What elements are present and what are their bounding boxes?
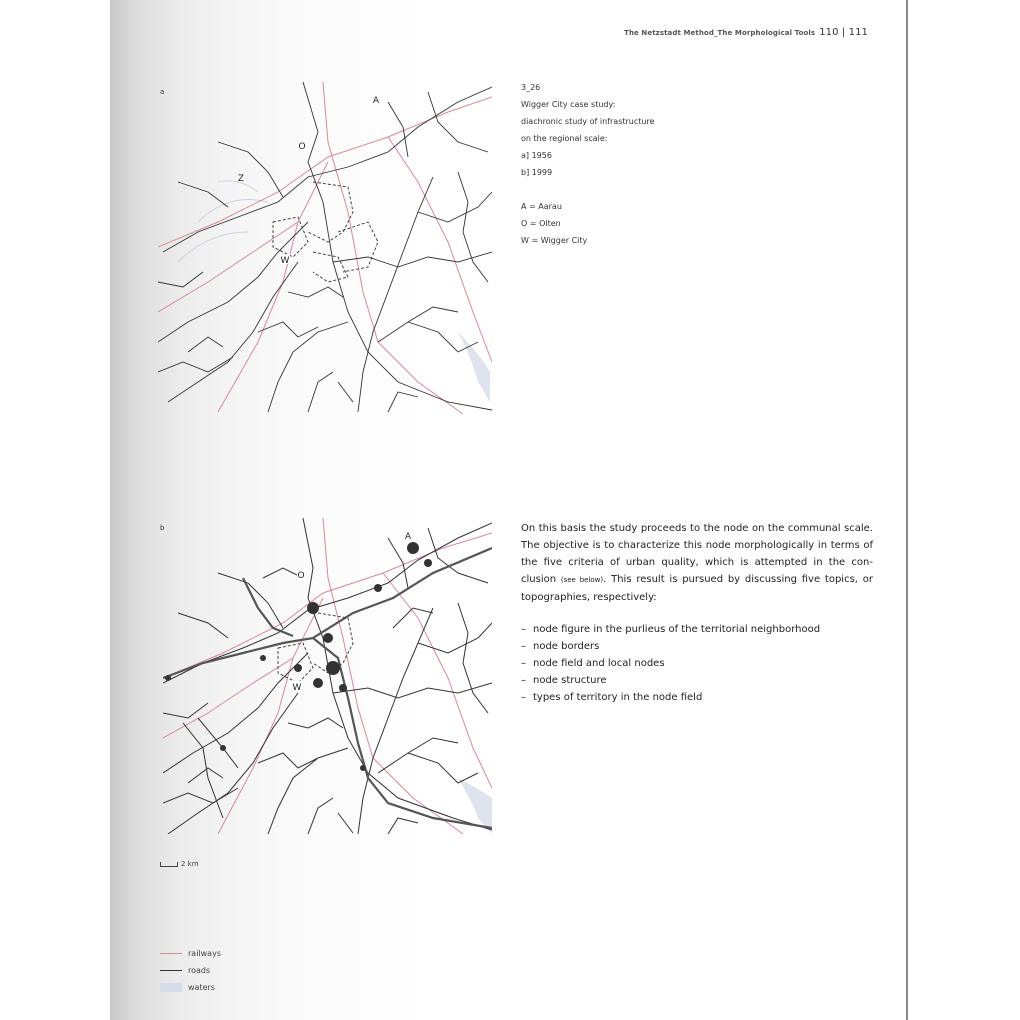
paragraph-part-b: . This result is pursued by discussing five topics, or topographies, respectively: bbox=[521, 574, 873, 603]
railway-swatch-icon bbox=[160, 953, 182, 954]
caption-key-item: O = Olten bbox=[521, 219, 561, 228]
map-legend bbox=[160, 945, 221, 996]
figure-id: 3_26 bbox=[521, 83, 541, 92]
caption-line: diachronic study of infrastructure bbox=[521, 117, 655, 126]
municipal-boundary bbox=[273, 182, 378, 282]
legend-label: railways bbox=[188, 949, 221, 958]
header-title: The Netzstadt Method_ bbox=[624, 29, 718, 37]
list-item: – node figure in the purlieus of the territorial neighborhood bbox=[521, 621, 820, 638]
map-b-panel-label: b bbox=[160, 524, 165, 532]
map-b-label-wigger: W bbox=[292, 683, 302, 693]
railway-lines bbox=[158, 82, 492, 414]
map-a-label-aarau: A bbox=[372, 96, 380, 106]
figure-caption bbox=[521, 79, 655, 249]
map-a-1956 bbox=[158, 82, 492, 414]
caption-line: Wigger City case study: bbox=[521, 100, 616, 109]
map-b-1999 bbox=[163, 518, 492, 834]
map-a-panel-label: a bbox=[160, 88, 165, 96]
scale-bar-icon bbox=[160, 862, 178, 867]
legend-item-railways bbox=[160, 945, 221, 962]
caption-line: b] 1999 bbox=[521, 168, 553, 177]
page-numbers: 110 | 111 bbox=[819, 27, 868, 38]
railway-lines bbox=[163, 518, 492, 834]
scan-background-left bbox=[0, 0, 110, 1020]
legend-item-roads bbox=[160, 962, 221, 979]
water-swatch-icon bbox=[160, 983, 182, 992]
scale-label: 2 km bbox=[181, 860, 199, 868]
see-below-reference: (see below) bbox=[560, 576, 604, 584]
running-header bbox=[624, 27, 868, 38]
list-item: – types of territory in the node field bbox=[521, 689, 820, 706]
legend-label: waters bbox=[188, 983, 215, 992]
scan-background-right bbox=[908, 0, 1020, 1020]
caption-line: a] 1956 bbox=[521, 151, 552, 160]
motorway bbox=[163, 548, 492, 828]
paragraph-part-a: On this basis the study proceeds to the node on the communal scale. The objective is to characterize this node morphologically in terms of the five criteria of urban quality, which is attempted in the con-clusion bbox=[521, 523, 873, 585]
map-b-label-aarau: A bbox=[404, 532, 412, 542]
river-lines bbox=[178, 181, 268, 262]
topics-list bbox=[521, 621, 820, 706]
legend-label: roads bbox=[188, 966, 211, 975]
caption-key-item: W = Wigger City bbox=[521, 236, 588, 245]
list-item: – node field and local nodes bbox=[521, 655, 820, 672]
header-subtitle: The Morphological Tools bbox=[717, 29, 816, 37]
scale-bar bbox=[160, 860, 199, 868]
map-a-label-zofingen: Z bbox=[237, 174, 245, 184]
caption-key-item: A = Aarau bbox=[521, 202, 562, 211]
body-paragraph bbox=[521, 520, 873, 606]
legend-item-waters bbox=[160, 979, 221, 996]
list-item: – node borders bbox=[521, 638, 820, 655]
road-network bbox=[158, 82, 492, 412]
caption-line: on the regional scale: bbox=[521, 134, 608, 143]
water-area bbox=[458, 332, 490, 402]
map-a-label-olten: O bbox=[298, 142, 306, 152]
list-item: – node structure bbox=[521, 672, 820, 689]
map-b-label-olten: O bbox=[297, 571, 305, 581]
road-network bbox=[163, 518, 492, 834]
road-swatch-icon bbox=[160, 970, 182, 971]
map-a-label-wigger: W bbox=[280, 256, 290, 266]
